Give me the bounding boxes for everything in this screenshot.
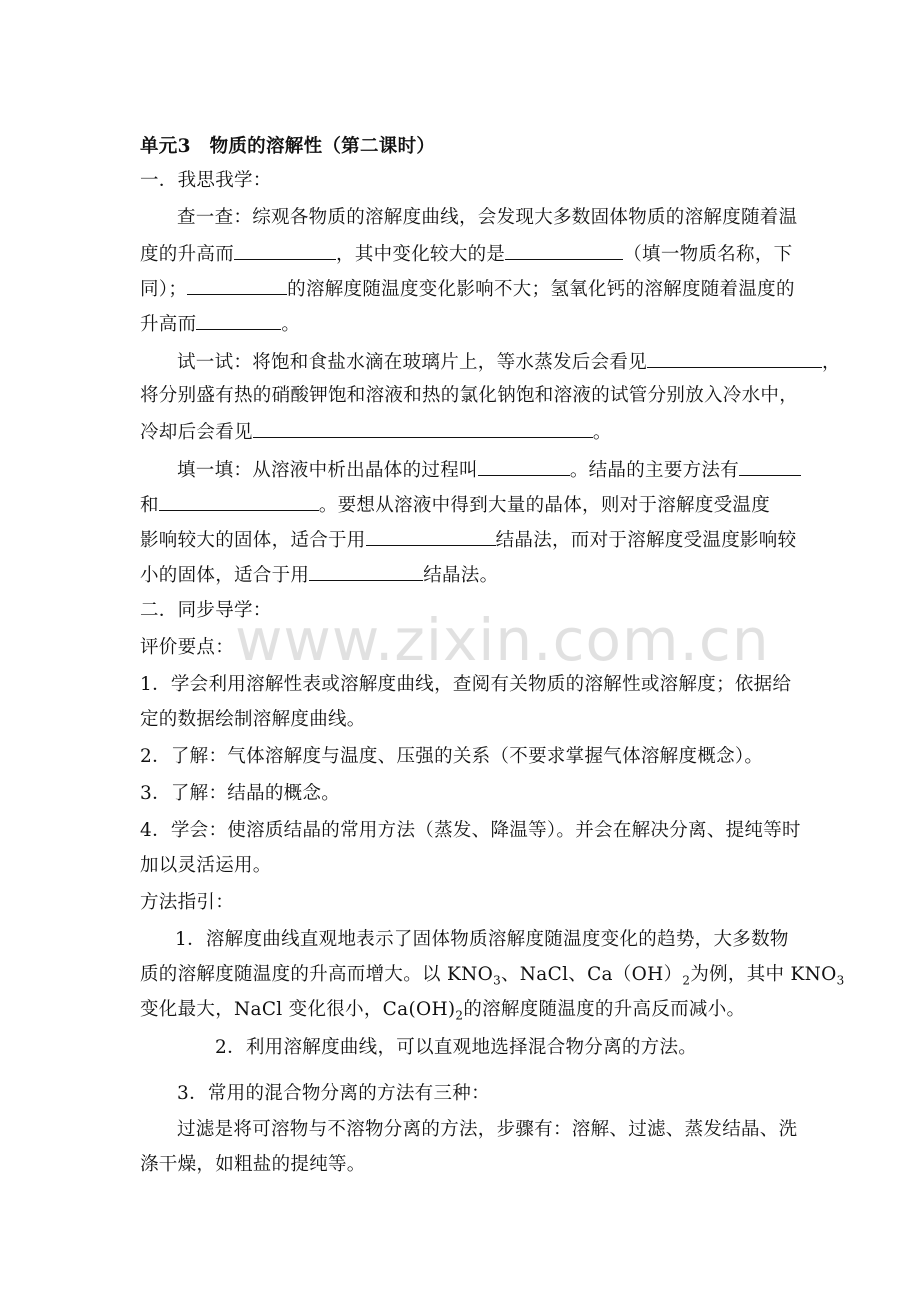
text: ， (822, 352, 841, 373)
p1-line4 (140, 311, 300, 337)
method-4a: 过滤是将可溶物与不溶物分离的方法，步骤有：溶解、过滤、蒸发结晶、洗 (177, 1119, 798, 1140)
eval-item-4a: 4．学会：使溶质结晶的常用方法（蒸发、降温等）。并会在解决分离、提纯等时 (140, 820, 801, 841)
eval-item-1a: 1．学会利用溶解性表或溶解度曲线，查阅有关物质的溶解性或溶解度；依据给 (140, 674, 792, 695)
method-4b: 涤干燥，如粗盐的提纯等。 (140, 1154, 366, 1175)
text: ，其中变化较大的是 (336, 244, 506, 265)
fill-blank[interactable] (234, 241, 336, 260)
text: 、NaCl、Ca（OH） (501, 964, 683, 985)
text: 结晶法。 (423, 565, 499, 586)
text: 填一填：从溶液中析出晶体的过程叫 (177, 460, 478, 481)
subscript: 2 (682, 973, 691, 988)
section2-heading: 二．同步导学： (140, 600, 272, 621)
method-1-line1: 1．溶解度曲线直观地表示了固体物质溶解度随温度变化的趋势，大多数物 (175, 929, 789, 950)
eval-item-2: 2．了解：气体溶解度与温度、压强的关系（不要求掌握气体溶解度概念）。 (140, 746, 764, 767)
document-title: 单元3 物质的溶解性（第二课时） (140, 136, 436, 157)
text: 小的固体，适合于用 (140, 565, 310, 586)
watermark: www.zixin.com.cn (235, 606, 770, 674)
fill-blank[interactable] (366, 527, 496, 546)
text: 度的升高而 (140, 244, 235, 265)
text: 。 (281, 314, 301, 335)
fill-blank[interactable] (187, 276, 287, 295)
eval-item-3: 3．了解：结晶的概念。 (140, 783, 341, 804)
method-1-line2 (140, 963, 845, 987)
text: 的溶解度随温度变化影响不大；氢氧化钙的溶解度随着温度的 (287, 279, 795, 300)
text: （填一物质名称，下 (623, 244, 793, 265)
p1-line1: 查一查：综观各物质的溶解度曲线，会发现大多数固体物质的溶解度随着温 (177, 207, 798, 228)
p3-line1 (177, 457, 801, 483)
fill-blank[interactable] (253, 419, 593, 438)
p1-line2 (140, 241, 792, 267)
p3-line3 (140, 527, 796, 553)
text: 影响较大的固体，适合于用 (140, 530, 366, 551)
fill-blank[interactable] (478, 457, 570, 476)
eval-item-4b: 加以灵活运用。 (140, 855, 272, 876)
fill-blank[interactable] (196, 311, 281, 330)
text: 。 (592, 422, 612, 443)
text: 质的溶解度随温度的升高而增大。以 KNO (140, 964, 494, 985)
p3-line2 (140, 492, 770, 518)
p1-line3 (140, 276, 795, 302)
method-heading: 方法指引： (140, 892, 235, 913)
text: 结晶法，而对于溶解度受温度影响较 (495, 530, 797, 551)
fill-blank[interactable] (159, 492, 319, 511)
fill-blank[interactable] (739, 457, 801, 476)
text: 。结晶的主要方法有 (569, 460, 740, 481)
subscript: 3 (493, 973, 501, 988)
text: 变化最大，NaCl 变化很小，Ca(OH) (140, 999, 456, 1020)
method-1-line3 (140, 998, 745, 1022)
p3-line4 (140, 562, 498, 588)
p2-line2: 将分别盛有热的硝酸钾饱和溶液和热的氯化钠饱和溶液的试管分别放入冷水中， (140, 385, 799, 406)
text: 同）； (140, 279, 188, 300)
text: 的溶解度随温度的升高反而减小。 (463, 999, 746, 1020)
fill-blank[interactable] (309, 562, 423, 581)
text: 冷却后会看见 (140, 422, 253, 443)
section1-heading: 一．我思我学： (140, 170, 272, 191)
text: 。要想从溶液中得到大量的晶体，则对于溶解度受温度 (318, 495, 771, 516)
method-3: 3．常用的混合物分离的方法有三种： (177, 1083, 490, 1104)
eval-item-1b: 定的数据绘制溶解度曲线。 (140, 709, 366, 730)
text: 为例，其中 KNO (690, 964, 837, 985)
text: 升高而 (140, 314, 197, 335)
subscript: 2 (455, 1008, 464, 1023)
p2-line3 (140, 419, 612, 445)
subscript: 3 (836, 973, 845, 988)
fill-blank[interactable] (505, 241, 623, 260)
text: 试一试：将饱和食盐水滴在玻璃片上，等水蒸发后会看见 (177, 352, 648, 373)
eval-heading: 评价要点： (140, 637, 235, 658)
fill-blank[interactable] (647, 349, 822, 368)
p2-line1 (177, 349, 841, 375)
method-2: 2．利用溶解度曲线，可以直观地选择混合物分离的方法。 (215, 1037, 698, 1058)
text: 和 (140, 495, 159, 516)
